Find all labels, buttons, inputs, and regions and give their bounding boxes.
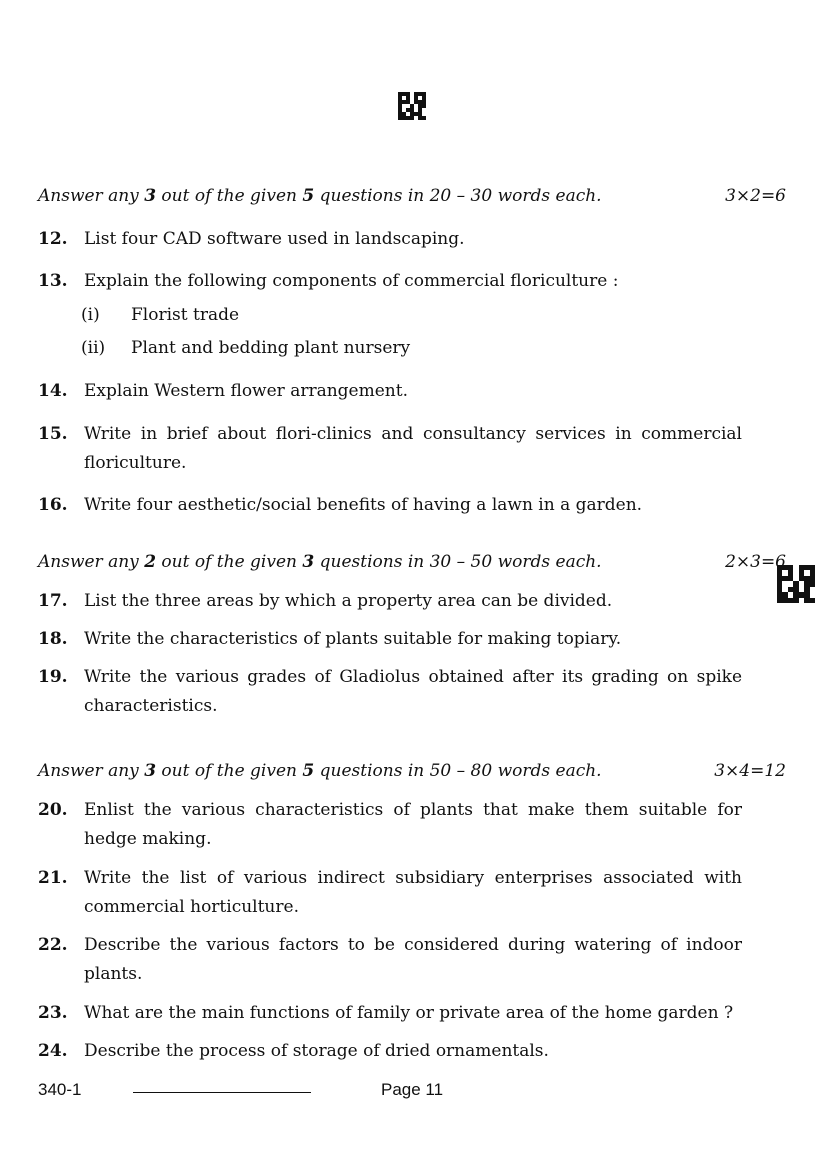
section-instruction [38,761,786,781]
question-item [38,420,742,478]
question-item [38,931,742,989]
instruction-text: Answer any 3 out of the given 5 questions in 50 – 80 words each. [38,761,602,781]
sub-question [81,334,410,363]
question-item [38,999,742,1028]
question-text: Write the characteristics of plants suitable for making topiary. [84,629,622,649]
question-text: Explain Western flower arrangement. [84,381,408,401]
question-item [38,796,742,854]
question-text: Write in brief about flori-clinics and consultancy services in commercial floriculture. [84,424,742,473]
question-number: 15. [38,424,68,444]
question-number: 18. [38,629,68,649]
question-item [38,491,742,520]
question-number: 16. [38,495,68,515]
question-text: Explain the following components of commercial floriculture : [84,271,619,291]
question-text: Enlist the various characteristics of plants that make them suitable for hedge making. [84,800,742,849]
question-item [38,663,742,721]
sub-question-text: Plant and bedding plant nursery [131,338,411,358]
footer-divider [133,1092,311,1093]
question-number: 14. [38,381,68,401]
question-number: 20. [38,800,68,820]
question-text: Describe the various factors to be considered during watering of indoor plants. [84,935,742,984]
sub-question-number: (i) [81,305,100,325]
sub-question-text: Florist trade [131,305,240,325]
question-item [38,377,742,406]
question-text: What are the main functions of family or private area of the home garden ? [84,1003,734,1023]
question-text: Write four aesthetic/social benefits of having a lawn in a garden. [84,495,643,515]
question-number: 17. [38,591,68,611]
question-item [38,1037,742,1066]
question-text: Write the list of various indirect subsidiary enterprises associated with commercial horticulture. [84,868,742,917]
question-text: Write the various grades of Gladiolus obtained after its grading on spike characteristics. [84,667,742,716]
section-marks: 3×2=6 [725,186,786,206]
question-text: List four CAD software used in landscaping. [84,229,465,249]
paper-code: 340-1 [38,1080,82,1099]
sub-question-number: (ii) [81,338,106,358]
section-instruction [38,186,786,206]
question-number: 13. [38,271,68,291]
section-instruction [38,552,786,572]
question-text: Describe the process of storage of dried ornamentals. [84,1041,549,1061]
question-item [38,267,742,296]
page-number: Page 11 [381,1080,444,1099]
section-marks: 2×3=6 [725,552,786,572]
question-item [38,625,742,654]
question-number: 19. [38,667,68,687]
question-number: 23. [38,1003,68,1023]
question-item [38,864,742,922]
question-item [38,225,742,254]
page-footer [38,1080,478,1104]
instruction-text: Answer any 3 out of the given 5 questions in 20 – 30 words each. [38,186,602,206]
sub-question [81,301,239,330]
question-text: List the three areas by which a property area can be divided. [84,591,613,611]
question-item [38,587,742,616]
instruction-text: Answer any 2 out of the given 3 questions in 30 – 50 words each. [38,552,602,572]
qr-code-icon [398,92,426,120]
section-marks: 3×4=12 [714,761,786,781]
question-number: 22. [38,935,68,955]
question-number: 12. [38,229,68,249]
question-number: 24. [38,1041,68,1061]
question-number: 21. [38,868,68,888]
